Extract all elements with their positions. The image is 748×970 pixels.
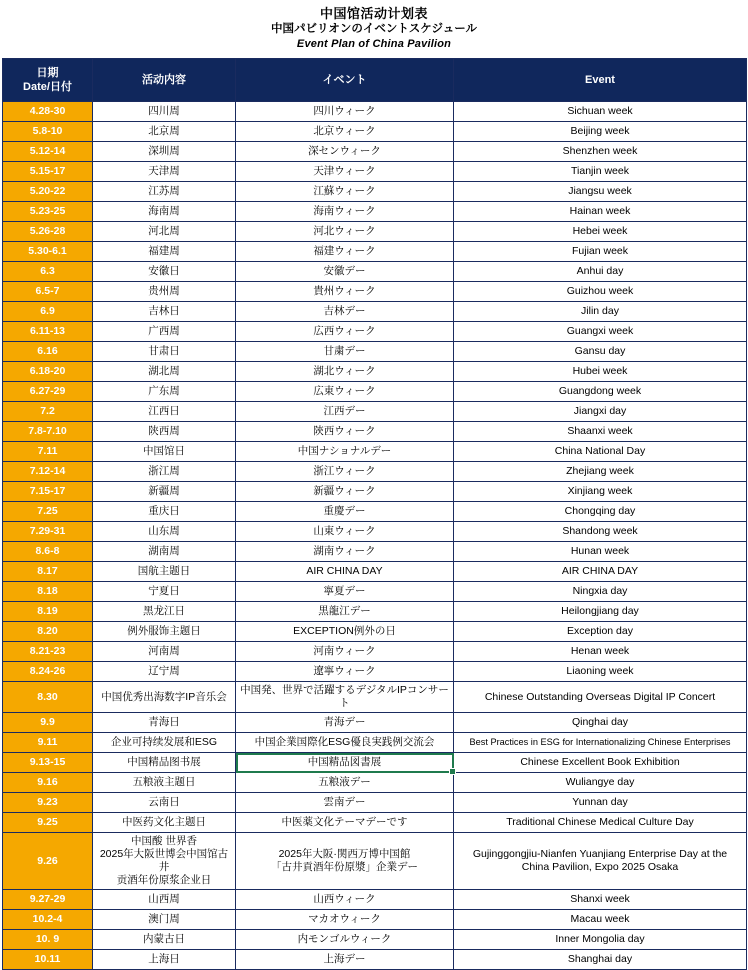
cell-en[interactable]: Beijing week <box>454 122 747 142</box>
cell-jp[interactable]: 新疆ウィーク <box>236 482 454 502</box>
cell-en[interactable]: Hunan week <box>454 542 747 562</box>
cell-en[interactable]: Heilongjiang day <box>454 602 747 622</box>
table-row[interactable] <box>3 262 747 282</box>
cell-date[interactable]: 6.11-13 <box>3 322 93 342</box>
cell-cn[interactable]: 内蒙古日 <box>93 930 236 950</box>
table-row[interactable] <box>3 322 747 342</box>
page-title-jp: 中国パビリオンのイベントスケジュール <box>270 23 478 35</box>
cell-date[interactable]: 8.18 <box>3 582 93 602</box>
cell-en[interactable]: Liaoning week <box>454 662 747 682</box>
cell-cn[interactable]: 中医药文化主题日 <box>93 813 236 833</box>
cell-jp[interactable]: 貴州ウィーク <box>236 282 454 302</box>
cell-jp-lines <box>239 848 450 874</box>
table-header <box>3 59 747 102</box>
table-row[interactable] <box>3 890 747 910</box>
cell-date[interactable]: 6.5-7 <box>3 282 93 302</box>
cell-date[interactable]: 7.11 <box>3 442 93 462</box>
cell-cn[interactable]: 贵州周 <box>93 282 236 302</box>
cell-en[interactable]: Guangdong week <box>454 382 747 402</box>
cell-jp[interactable]: 吉林デー <box>236 302 454 322</box>
cell-cn[interactable]: 湖南周 <box>93 542 236 562</box>
cell-cn[interactable]: 广东周 <box>93 382 236 402</box>
cell-date[interactable]: 5.30-6.1 <box>3 242 93 262</box>
column-header-date-cn: 日期 <box>36 67 59 79</box>
column-header-content-en: Event <box>454 59 747 102</box>
cell-en[interactable]: China National Day <box>454 442 747 462</box>
cell-date[interactable]: 8.24-26 <box>3 662 93 682</box>
cell-cn[interactable]: 辽宁周 <box>93 662 236 682</box>
table-row[interactable] <box>3 162 747 182</box>
cell-en[interactable]: Anhui day <box>454 262 747 282</box>
page-title-cn: 中国馆活动计划表 <box>319 6 428 21</box>
table-row[interactable] <box>3 542 747 562</box>
cell-jp[interactable]: 中国企業国際化ESG優良実践例交流会 <box>236 733 454 753</box>
cell-jp[interactable]: 甘粛デー <box>236 342 454 362</box>
cell-en[interactable]: Jilin day <box>454 302 747 322</box>
table-body <box>3 102 747 970</box>
cell-en[interactable]: Exception day <box>454 622 747 642</box>
cell-date[interactable]: 9.27-29 <box>3 890 93 910</box>
cell-en[interactable]: AIR CHINA DAY <box>454 562 747 582</box>
page-title-en: Event Plan of China Pavilion <box>296 38 452 50</box>
cell-date[interactable]: 6.27-29 <box>3 382 93 402</box>
cell-jp[interactable]: 江蘇ウィーク <box>236 182 454 202</box>
table-row[interactable] <box>3 642 747 662</box>
cell-cn-line: 贡酒年份原浆企业日 <box>116 874 212 886</box>
table-row[interactable] <box>3 242 747 262</box>
title-block <box>0 0 748 58</box>
table-row[interactable] <box>3 222 747 242</box>
cell-cn-line: 2025年大阪世博会中国馆古井 <box>99 848 229 873</box>
cell-cn[interactable]: 中国优秀出海数字IP音乐会 <box>93 682 236 713</box>
cell-date[interactable]: 6.9 <box>3 302 93 322</box>
cell-jp[interactable]: AIR CHINA DAY <box>236 562 454 582</box>
cell-jp[interactable]: マカオウィーク <box>236 910 454 930</box>
cell-cn[interactable]: 江苏周 <box>93 182 236 202</box>
table-row[interactable] <box>3 910 747 930</box>
cell-en[interactable]: Tianjin week <box>454 162 747 182</box>
cell-cn[interactable]: 吉林日 <box>93 302 236 322</box>
table-row[interactable] <box>3 662 747 682</box>
cell-jp[interactable]: 四川ウィーク <box>236 102 454 122</box>
cell-jp[interactable]: 中国発、世界で活躍するデジタルIPコンサート <box>236 682 454 713</box>
cell-cn[interactable]: 湖北周 <box>93 362 236 382</box>
cell-jp[interactable]: 江西デー <box>236 402 454 422</box>
cell-en[interactable]: Shandong week <box>454 522 747 542</box>
table-row[interactable] <box>3 342 747 362</box>
table-row[interactable] <box>3 302 747 322</box>
cell-cn[interactable]: 中国精品图书展 <box>93 753 236 773</box>
cell-en[interactable]: Wuliangye day <box>454 773 747 793</box>
cell-jp[interactable]: 五粮液デー <box>236 773 454 793</box>
table-row[interactable] <box>3 930 747 950</box>
cell-cn[interactable]: 青海日 <box>93 713 236 733</box>
cell-date[interactable]: 5.20-22 <box>3 182 93 202</box>
cell-cn[interactable]: 例外服饰主题日 <box>93 622 236 642</box>
cell-jp[interactable]: 山東ウィーク <box>236 522 454 542</box>
cell-date[interactable]: 9.23 <box>3 793 93 813</box>
cell-jp[interactable] <box>236 833 454 890</box>
cell-jp[interactable]: 湖北ウィーク <box>236 362 454 382</box>
cell-jp[interactable]: 陝西ウィーク <box>236 422 454 442</box>
table-row[interactable] <box>3 402 747 422</box>
cell-date[interactable]: 5.12-14 <box>3 142 93 162</box>
cell-cn[interactable]: 天津周 <box>93 162 236 182</box>
cell-date[interactable]: 10. 9 <box>3 930 93 950</box>
cell-jp[interactable]: 安徽デー <box>236 262 454 282</box>
cell-cn[interactable]: 宁夏日 <box>93 582 236 602</box>
cell-en[interactable]: Macau week <box>454 910 747 930</box>
table-row[interactable] <box>3 122 747 142</box>
table-row[interactable] <box>3 582 747 602</box>
cell-en[interactable]: Ningxia day <box>454 582 747 602</box>
cell-en[interactable]: Best Practices in ESG for Internationalizing Chinese Enterprises <box>454 733 747 753</box>
event-plan-table <box>2 58 747 970</box>
table-row[interactable] <box>3 442 747 462</box>
cell-date[interactable]: 9.13-15 <box>3 753 93 773</box>
table-row[interactable] <box>3 562 747 582</box>
cell-cn[interactable]: 五粮液主题日 <box>93 773 236 793</box>
cell-date[interactable]: 10.11 <box>3 950 93 970</box>
cell-en[interactable]: Chinese Outstanding Overseas Digital IP Concert <box>454 682 747 713</box>
cell-jp[interactable]: 河南ウィーク <box>236 642 454 662</box>
cell-date[interactable]: 9.16 <box>3 773 93 793</box>
cell-date[interactable]: 8.20 <box>3 622 93 642</box>
cell-en[interactable]: Xinjiang week <box>454 482 747 502</box>
cell-date[interactable]: 9.9 <box>3 713 93 733</box>
cell-cn[interactable]: 山西周 <box>93 890 236 910</box>
table-row[interactable] <box>3 502 747 522</box>
cell-jp[interactable]: 上海デー <box>236 950 454 970</box>
cell-jp[interactable]: 北京ウィーク <box>236 122 454 142</box>
cell-cn[interactable]: 河北周 <box>93 222 236 242</box>
cell-en[interactable]: Shanghai day <box>454 950 747 970</box>
cell-jp[interactable]: 重慶デー <box>236 502 454 522</box>
cell-date[interactable]: 7.25 <box>3 502 93 522</box>
cell-en-lines <box>457 848 743 874</box>
table-row[interactable] <box>3 202 747 222</box>
cell-cn[interactable]: 浙江周 <box>93 462 236 482</box>
cell-cn[interactable]: 甘肃日 <box>93 342 236 362</box>
cell-en[interactable]: Hubei week <box>454 362 747 382</box>
table-row[interactable] <box>3 622 747 642</box>
cell-en[interactable]: Qinghai day <box>454 713 747 733</box>
cell-cn[interactable]: 安徽日 <box>93 262 236 282</box>
cell-en[interactable]: Henan week <box>454 642 747 662</box>
cell-jp[interactable]: 遼寧ウィーク <box>236 662 454 682</box>
table-row[interactable] <box>3 813 747 833</box>
cell-jp[interactable]: 広西ウィーク <box>236 322 454 342</box>
cell-cn[interactable] <box>93 833 236 890</box>
cell-date[interactable]: 8.19 <box>3 602 93 622</box>
cell-jp[interactable]: 中国ナショナルデー <box>236 442 454 462</box>
cell-en[interactable]: Shaanxi week <box>454 422 747 442</box>
cell-cn[interactable]: 广西周 <box>93 322 236 342</box>
cell-cn[interactable]: 深圳周 <box>93 142 236 162</box>
table-row[interactable] <box>3 382 747 402</box>
cell-en[interactable]: Chongqing day <box>454 502 747 522</box>
cell-cn[interactable]: 企业可持续发展和ESG <box>93 733 236 753</box>
cell-en[interactable]: Guangxi week <box>454 322 747 342</box>
column-header-content-jp: イベント <box>236 59 454 102</box>
table-row[interactable] <box>3 773 747 793</box>
table-row[interactable] <box>3 182 747 202</box>
cell-date[interactable]: 8.21-23 <box>3 642 93 662</box>
cell-en[interactable]: Sichuan week <box>454 102 747 122</box>
cell-en[interactable]: Shenzhen week <box>454 142 747 162</box>
cell-en[interactable]: Yunnan day <box>454 793 747 813</box>
table-row[interactable] <box>3 482 747 502</box>
cell-cn[interactable]: 上海日 <box>93 950 236 970</box>
cell-jp[interactable]: 広東ウィーク <box>236 382 454 402</box>
cell-jp[interactable]: 雲南デー <box>236 793 454 813</box>
cell-jp[interactable]: EXCEPTION例外の日 <box>236 622 454 642</box>
cell-jp[interactable]: 中国精品図書展 <box>236 753 454 773</box>
cell-en[interactable]: Hainan week <box>454 202 747 222</box>
header-row <box>3 59 747 102</box>
cell-jp[interactable]: 深センウィーク <box>236 142 454 162</box>
cell-cn-line: 中国酸 世界香 <box>131 835 197 847</box>
column-header-date-jp: Date/日付 <box>23 81 72 93</box>
table-row[interactable] <box>3 753 747 773</box>
table-row[interactable] <box>3 102 747 122</box>
cell-jp[interactable]: 天津ウィーク <box>236 162 454 182</box>
table-row[interactable] <box>3 682 747 713</box>
cell-jp[interactable]: 黒龍江デー <box>236 602 454 622</box>
cell-cn[interactable]: 重庆日 <box>93 502 236 522</box>
cell-en[interactable]: Jiangsu week <box>454 182 747 202</box>
cell-jp[interactable]: 浙江ウィーク <box>236 462 454 482</box>
cell-date[interactable]: 8.17 <box>3 562 93 582</box>
cell-cn[interactable]: 云南日 <box>93 793 236 813</box>
cell-cn[interactable]: 四川周 <box>93 102 236 122</box>
cell-date[interactable]: 7.8-7.10 <box>3 422 93 442</box>
cell-date[interactable]: 5.8-10 <box>3 122 93 142</box>
column-header-date <box>3 59 93 102</box>
cell-cn[interactable]: 黑龙江日 <box>93 602 236 622</box>
table-row[interactable] <box>3 733 747 753</box>
cell-date[interactable]: 6.18-20 <box>3 362 93 382</box>
cell-jp[interactable]: 内モンゴルウィーク <box>236 930 454 950</box>
table-row[interactable] <box>3 522 747 542</box>
table-row[interactable] <box>3 282 747 302</box>
cell-cn[interactable]: 海南周 <box>93 202 236 222</box>
table-row[interactable] <box>3 950 747 970</box>
cell-date[interactable]: 9.26 <box>3 833 93 890</box>
cell-cn[interactable]: 新疆周 <box>93 482 236 502</box>
cell-cn[interactable]: 国航主题日 <box>93 562 236 582</box>
table-row[interactable] <box>3 793 747 813</box>
cell-date[interactable]: 5.23-25 <box>3 202 93 222</box>
cell-date[interactable]: 7.15-17 <box>3 482 93 502</box>
cell-date[interactable]: 8.6-8 <box>3 542 93 562</box>
cell-date[interactable]: 10.2-4 <box>3 910 93 930</box>
cell-jp[interactable]: 河北ウィーク <box>236 222 454 242</box>
cell-en[interactable]: Gansu day <box>454 342 747 362</box>
cell-en[interactable]: Inner Mongolia day <box>454 930 747 950</box>
cell-date[interactable]: 9.11 <box>3 733 93 753</box>
cell-date[interactable]: 5.15-17 <box>3 162 93 182</box>
table-row[interactable] <box>3 142 747 162</box>
cell-date[interactable]: 4.28-30 <box>3 102 93 122</box>
cell-jp[interactable]: 中医薬文化テーマデーです <box>236 813 454 833</box>
table-row[interactable] <box>3 362 747 382</box>
cell-en[interactable]: Jiangxi day <box>454 402 747 422</box>
cell-cn[interactable]: 山东周 <box>93 522 236 542</box>
cell-cn[interactable]: 福建周 <box>93 242 236 262</box>
cell-jp[interactable]: 山西ウィーク <box>236 890 454 910</box>
cell-date[interactable]: 7.29-31 <box>3 522 93 542</box>
cell-date[interactable]: 7.12-14 <box>3 462 93 482</box>
cell-date[interactable]: 6.16 <box>3 342 93 362</box>
cell-en[interactable]: Fujian week <box>454 242 747 262</box>
cell-jp-line: 2025年大阪·関西万博中国館 <box>278 848 411 860</box>
cell-en[interactable]: Shanxi week <box>454 890 747 910</box>
cell-en[interactable]: Zhejiang week <box>454 462 747 482</box>
cell-en[interactable]: Chinese Excellent Book Exhibition <box>454 753 747 773</box>
cell-date[interactable]: 9.25 <box>3 813 93 833</box>
cell-date[interactable]: 6.3 <box>3 262 93 282</box>
cell-jp[interactable]: 海南ウィーク <box>236 202 454 222</box>
cell-en[interactable]: Hebei week <box>454 222 747 242</box>
table-row[interactable] <box>3 602 747 622</box>
cell-cn[interactable]: 江西日 <box>93 402 236 422</box>
cell-jp-line: 「古井貢酒年份原漿」企業デー <box>271 861 418 873</box>
cell-en[interactable] <box>454 833 747 890</box>
table-row[interactable] <box>3 713 747 733</box>
cell-cn-lines <box>96 835 232 887</box>
cell-jp[interactable]: 福建ウィーク <box>236 242 454 262</box>
cell-cn[interactable]: 陕西周 <box>93 422 236 442</box>
cell-en-line: China Pavilion, Expo 2025 Osaka <box>521 861 679 873</box>
cell-jp[interactable]: 湖南ウィーク <box>236 542 454 562</box>
table-row[interactable] <box>3 422 747 442</box>
cell-en[interactable]: Guizhou week <box>454 282 747 302</box>
column-header-content-cn: 活动内容 <box>93 59 236 102</box>
cell-cn[interactable]: 中国馆日 <box>93 442 236 462</box>
cell-cn[interactable]: 北京周 <box>93 122 236 142</box>
cell-date[interactable]: 7.2 <box>3 402 93 422</box>
cell-en-line: Gujinggongjiu-Nianfen Yuanjiang Enterprise Day at the <box>472 848 728 860</box>
cell-jp[interactable]: 寧夏デー <box>236 582 454 602</box>
cell-en[interactable]: Traditional Chinese Medical Culture Day <box>454 813 747 833</box>
cell-jp[interactable]: 青海デー <box>236 713 454 733</box>
cell-cn[interactable]: 澳门周 <box>93 910 236 930</box>
table-row[interactable] <box>3 833 747 890</box>
cell-date[interactable]: 5.26-28 <box>3 222 93 242</box>
table-row[interactable] <box>3 462 747 482</box>
cell-date[interactable]: 8.30 <box>3 682 93 713</box>
cell-cn[interactable]: 河南周 <box>93 642 236 662</box>
